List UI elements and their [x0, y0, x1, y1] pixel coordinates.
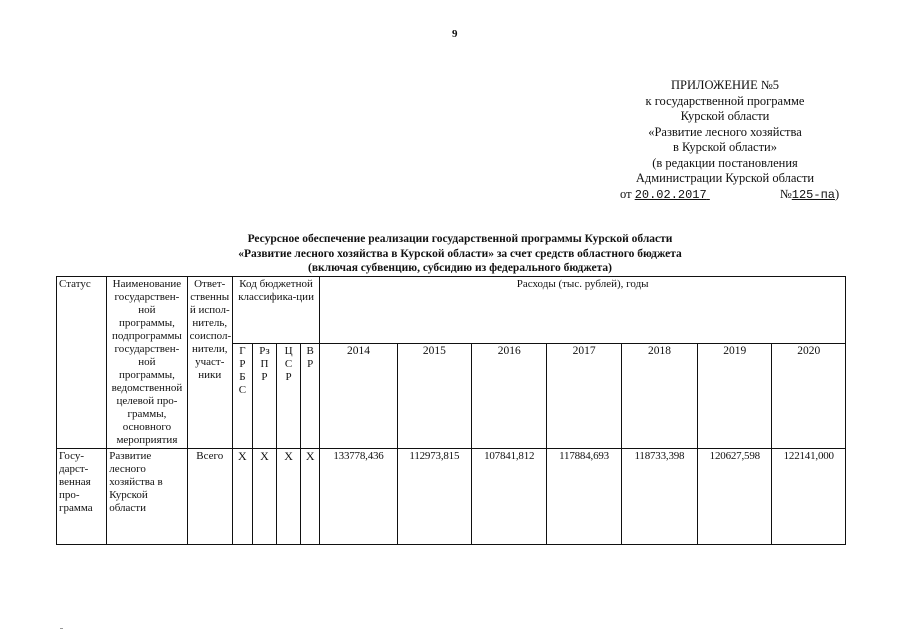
- header-csr: Ц С Р: [277, 343, 301, 448]
- header-name: Наименование государствен-ной программы, подпрограммы государствен-ной программы, ведомственной целевой про-граммы, основного мероприятия: [107, 277, 187, 449]
- scan-artifact: [60, 628, 63, 629]
- heading-line: Ресурсное обеспечение реализации государственной программы Курской области: [247, 233, 673, 245]
- resource-table: [56, 276, 846, 545]
- appendix-line: к государственной программе: [645, 93, 805, 108]
- appendix-line: в Курской области»: [672, 140, 777, 154]
- header-year: 2016: [472, 343, 547, 448]
- appendix-date-line: [610, 187, 840, 204]
- row-vr: Х: [301, 449, 320, 545]
- row-csr: Х: [277, 449, 301, 545]
- header-grbs: Г Р Б С: [232, 343, 252, 448]
- page-number: 9: [452, 28, 458, 40]
- close-paren: ): [834, 186, 840, 201]
- appendix-block: [610, 78, 840, 203]
- header-expenses: Расходы (тыс. рублей), годы: [320, 277, 846, 344]
- row-name: Развитие лесного хозяйства в Курской области: [107, 449, 187, 545]
- decree-number: 125-па: [791, 187, 835, 202]
- appendix-line: «Развитие лесного хозяйства: [648, 124, 802, 139]
- row-value: 107841,812: [472, 449, 547, 545]
- heading-line: «Развитие лесного хозяйства в Курской области» за счет средств областного бюджета: [238, 247, 682, 260]
- row-grbs: Х: [232, 449, 252, 545]
- appendix-line: (в редакции постановления: [652, 155, 798, 170]
- header-budget-code: Код бюджетной классифика-ции: [232, 277, 319, 344]
- header-rzpr: Рз П Р: [252, 343, 276, 448]
- decree-date: 20.02.2017: [634, 187, 707, 202]
- row-value: 118733,398: [621, 449, 697, 545]
- header-year: 2018: [621, 343, 697, 448]
- header-year: 2020: [772, 343, 846, 448]
- header-responsible: Ответ-ственны й испол-нитель, соиспол-нители, участ-ники: [187, 277, 232, 449]
- number-prefix: №: [779, 186, 792, 201]
- header-vr: В Р: [301, 343, 320, 448]
- row-status: Госу-дарст-венная про-грамма: [57, 449, 107, 545]
- row-value: 112973,815: [397, 449, 471, 545]
- date-prefix: от: [620, 186, 632, 201]
- header-status: Статус: [57, 277, 107, 449]
- appendix-line: Администрации Курской области: [635, 171, 815, 185]
- row-value: 122141,000: [772, 449, 846, 545]
- table-row: [57, 449, 846, 545]
- row-value: 133778,436: [320, 449, 397, 545]
- heading-line: (включая субвенцию, субсидию из федерального бюджета): [308, 262, 612, 274]
- appendix-title: ПРИЛОЖЕНИЕ №5: [670, 78, 780, 92]
- row-value: 120627,598: [698, 449, 772, 545]
- row-rzpr: Х: [252, 449, 276, 545]
- header-year: 2017: [547, 343, 621, 448]
- appendix-line: Курской области: [680, 109, 770, 123]
- row-responsible: Всего: [187, 449, 232, 545]
- document-heading: [150, 232, 770, 276]
- header-year: 2015: [397, 343, 471, 448]
- header-year: 2019: [698, 343, 772, 448]
- header-year: 2014: [320, 343, 397, 448]
- row-value: 117884,693: [547, 449, 621, 545]
